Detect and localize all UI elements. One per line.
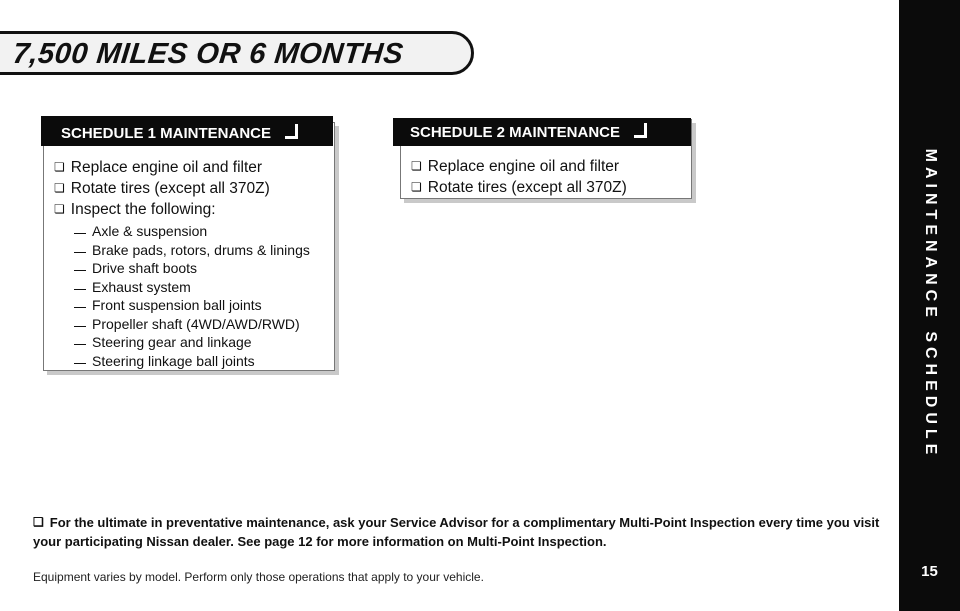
schedule-2-items bbox=[411, 156, 685, 198]
blank-line bbox=[74, 307, 86, 308]
page-title: 7,500 MILES OR 6 MONTHS bbox=[11, 38, 405, 70]
inspect-item: Drive shaft boots bbox=[74, 259, 328, 278]
inspect-item: Steering gear and linkage bbox=[74, 333, 328, 352]
blank-line bbox=[74, 326, 86, 327]
inspect-item: Front suspension ball joints bbox=[74, 296, 328, 315]
checklist-icon bbox=[285, 124, 298, 139]
checklist-item: ❏ Replace engine oil and filter bbox=[411, 158, 620, 175]
checklist-item: ❏ Replace engine oil and filter bbox=[54, 159, 263, 176]
schedule-1-box bbox=[43, 122, 335, 371]
section-sidebar bbox=[899, 0, 960, 611]
schedule-2-box bbox=[400, 119, 692, 199]
title-banner bbox=[0, 31, 474, 75]
inspect-list bbox=[54, 222, 328, 370]
schedule-2-header-label: SCHEDULE 2 MAINTENANCE bbox=[410, 124, 621, 141]
schedule-1-header-label: SCHEDULE 1 MAINTENANCE bbox=[61, 125, 272, 142]
checkbox-icon: ❏ bbox=[54, 202, 65, 216]
blank-line bbox=[74, 363, 86, 364]
blank-line bbox=[74, 289, 86, 290]
schedule-2-header bbox=[393, 118, 691, 146]
checklist-item: ❏ Inspect the following: bbox=[54, 201, 216, 218]
checkbox-icon: ❏ bbox=[411, 180, 422, 194]
multipoint-note: ❏ For the ultimate in preventative maintenance, ask your Service Advisor for a complimentary Multi-Point Inspection every time you visit your participating Nissan dealer. See page 12 for more information on Multi-Point Inspection. bbox=[33, 515, 880, 549]
inspect-item: Brake pads, rotors, drums & linings bbox=[74, 241, 328, 260]
checklist-icon bbox=[634, 123, 647, 138]
checkbox-icon: ❏ bbox=[54, 181, 65, 195]
blank-line bbox=[74, 233, 86, 234]
checklist-item: ❏ Rotate tires (except all 370Z) bbox=[411, 179, 627, 196]
inspect-item: Steering linkage ball joints bbox=[74, 352, 328, 371]
inspect-item: Propeller shaft (4WD/AWD/RWD) bbox=[74, 315, 328, 334]
inspect-item: Exhaust system bbox=[74, 278, 328, 297]
checklist-item: ❏ Rotate tires (except all 370Z) bbox=[54, 180, 270, 197]
checkbox-icon: ❏ bbox=[411, 159, 422, 173]
blank-line bbox=[74, 252, 86, 253]
checkbox-icon: ❏ bbox=[33, 515, 44, 529]
schedule-1-header bbox=[41, 116, 333, 146]
blank-line bbox=[74, 344, 86, 345]
schedule-1-items bbox=[54, 157, 328, 370]
blank-line bbox=[74, 270, 86, 271]
section-label: MAINTENANCE SCHEDULE bbox=[921, 148, 939, 460]
inspect-item: Axle & suspension bbox=[74, 222, 328, 241]
checkbox-icon: ❏ bbox=[54, 160, 65, 174]
page-number: 15 bbox=[921, 563, 938, 580]
footer-disclaimer: Equipment varies by model. Perform only those operations that apply to your vehicle. bbox=[33, 570, 484, 584]
